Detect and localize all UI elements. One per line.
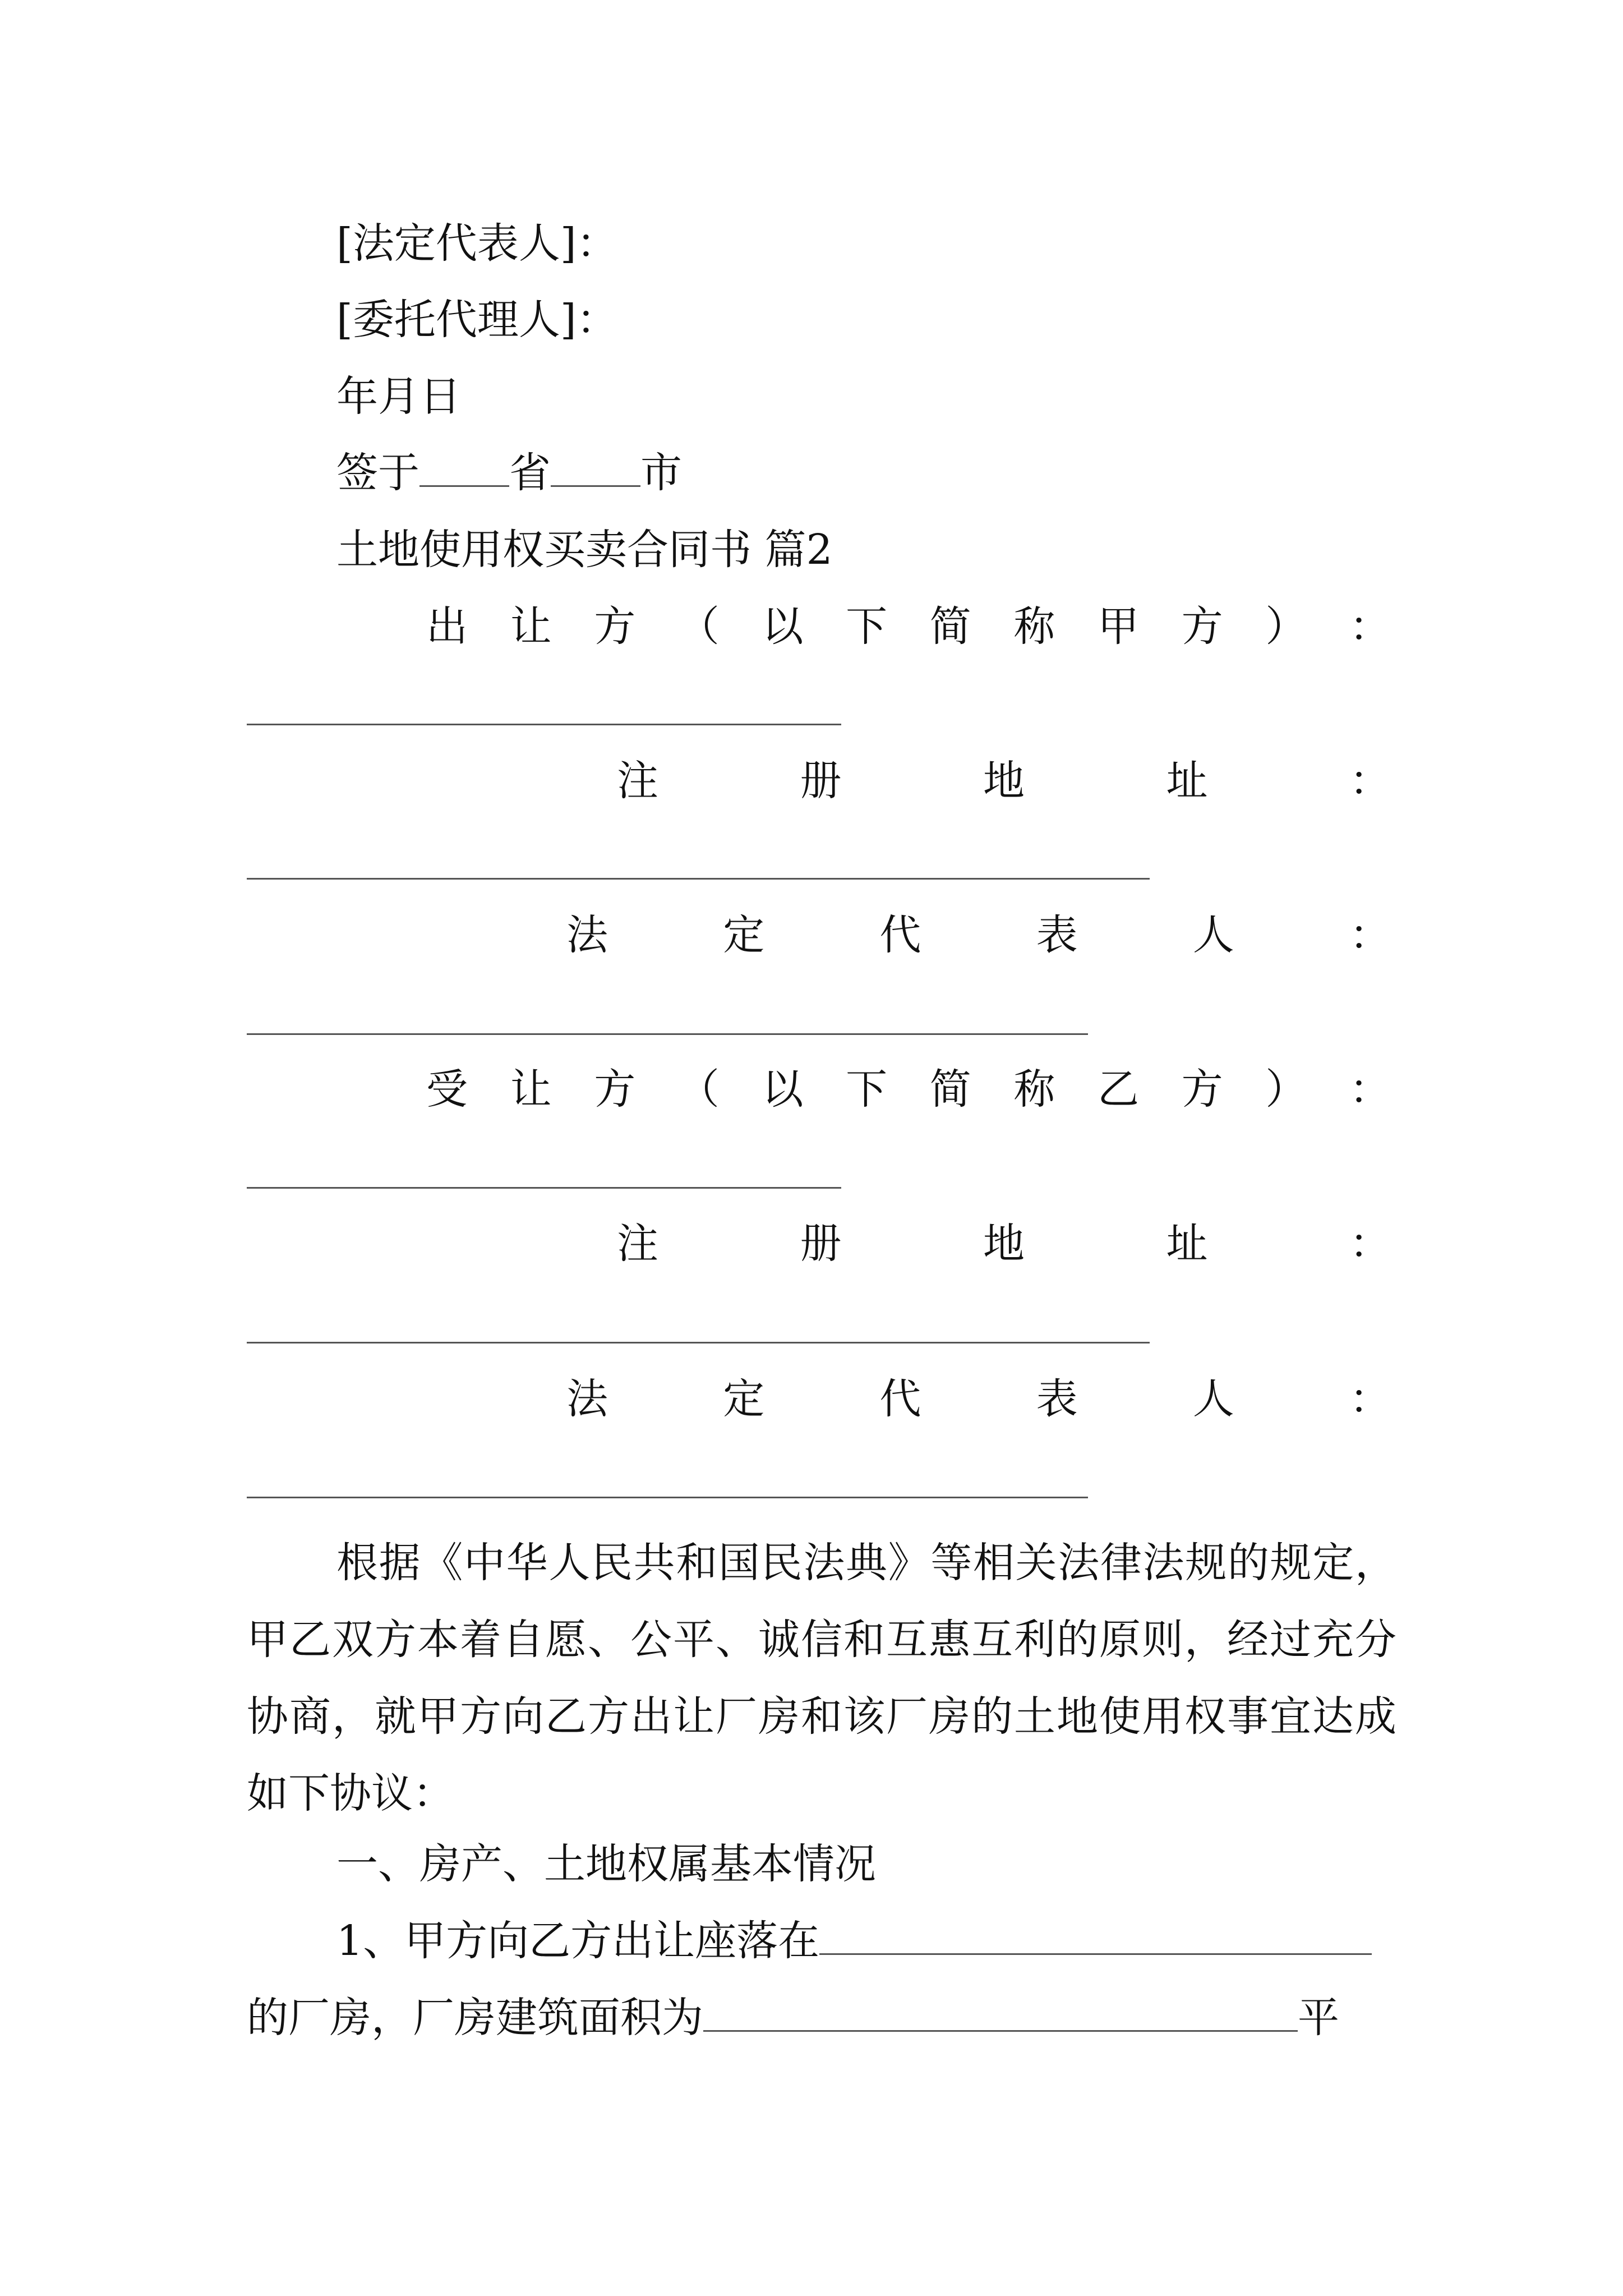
label-char: 简 (929, 602, 971, 651)
label-char: 法 (566, 911, 608, 959)
label-char: 让 (510, 1065, 552, 1114)
party-b-representative-blank (247, 1497, 1088, 1498)
party-a-address-blank (247, 878, 1150, 880)
label-char: 址 (1166, 1220, 1208, 1268)
party-a-address (247, 757, 1391, 805)
label-char: ： (1349, 1220, 1391, 1268)
label-char: 出 (426, 602, 468, 651)
label-char: 以 (762, 1065, 804, 1114)
signed-at-prefix: 签于 (336, 449, 419, 497)
city-label: 市 (640, 449, 682, 497)
party-a-blank (247, 724, 841, 725)
party-a-representative (247, 911, 1391, 959)
label-char: 注 (617, 757, 658, 805)
label-char: 代 (879, 911, 921, 959)
party-b-representative (247, 1375, 1391, 1423)
party-b-address (247, 1220, 1391, 1268)
section-title: 土地使用权买卖合同书 篇2 (336, 526, 833, 574)
label-char: ） (1265, 1065, 1307, 1114)
preamble-paragraph: 根据《中华人民共和国民法典》等相关法律法规的规定，甲乙双方本着自愿、公平、诚信和互惠互利的原则，经过充分协商，就甲方向乙方出让厂房和该厂房的土地使用权事宜达成如下协议： (247, 1539, 1396, 1818)
label-char: 表 (1036, 911, 1078, 959)
authorized-agent-signature: [委托代理人]： (336, 296, 618, 344)
label-char: 法 (566, 1375, 608, 1423)
label-char: （ (677, 602, 720, 651)
label-char: 方 (594, 1065, 636, 1114)
label-char: 地 (983, 757, 1025, 805)
label-char: 方 (1181, 1065, 1223, 1114)
label-char: 人 (1192, 911, 1234, 959)
party-b-label (247, 1065, 1391, 1114)
label-char: 定 (723, 911, 765, 959)
province-blank (419, 485, 509, 487)
label-char: 甲 (1098, 602, 1139, 651)
label-char: ： (1349, 911, 1391, 959)
city-blank (551, 485, 640, 487)
label-char: 下 (846, 1065, 888, 1114)
label-char: 称 (1013, 602, 1055, 651)
label-char: ： (1349, 757, 1391, 805)
date-line: 年月日 (336, 372, 461, 421)
label-char: 人 (1192, 1375, 1234, 1423)
legal-representative-signature: [法定代表人]： (336, 219, 618, 268)
label-char: ： (1349, 1065, 1391, 1114)
label-char: 以 (762, 602, 804, 651)
label-char: ） (1265, 602, 1307, 651)
party-a-representative-blank (247, 1033, 1088, 1035)
clause-1-text-a: 1、甲方向乙方出让座落在 (336, 1917, 820, 1965)
label-char: 受 (426, 1065, 468, 1114)
label-char: 下 (846, 602, 888, 651)
label-char: 表 (1036, 1375, 1078, 1423)
label-char: 方 (1181, 602, 1223, 651)
clause-1-line-1 (336, 1917, 1372, 1965)
province-label: 省 (509, 449, 551, 497)
label-char: 称 (1013, 1065, 1055, 1114)
label-char: ： (1349, 1375, 1391, 1423)
label-char: 代 (879, 1375, 921, 1423)
label-char: 定 (723, 1375, 765, 1423)
clause-1-text-c: 平 (1298, 1994, 1339, 2042)
label-char: 册 (800, 757, 842, 805)
label-char: 注 (617, 1220, 658, 1268)
label-char: 册 (800, 1220, 842, 1268)
party-a-label (247, 602, 1391, 651)
label-char: 让 (510, 602, 552, 651)
label-char: 址 (1166, 757, 1208, 805)
label-char: 方 (594, 602, 636, 651)
clause-1-text-b: 的厂房，厂房建筑面积为 (247, 1994, 703, 2042)
area-blank (703, 2030, 1298, 2032)
signed-at-line (336, 449, 682, 497)
label-char: （ (677, 1065, 720, 1114)
party-b-address-blank (247, 1342, 1150, 1343)
party-b-blank (247, 1187, 841, 1189)
section-heading: 一、房产、土地权属基本情况 (336, 1840, 876, 1888)
location-blank (819, 1953, 1372, 1955)
label-char: 简 (929, 1065, 971, 1114)
label-char: 乙 (1098, 1065, 1139, 1114)
label-char: 地 (983, 1220, 1025, 1268)
clause-1-line-2 (247, 1994, 1339, 2042)
label-char: ： (1349, 602, 1391, 651)
